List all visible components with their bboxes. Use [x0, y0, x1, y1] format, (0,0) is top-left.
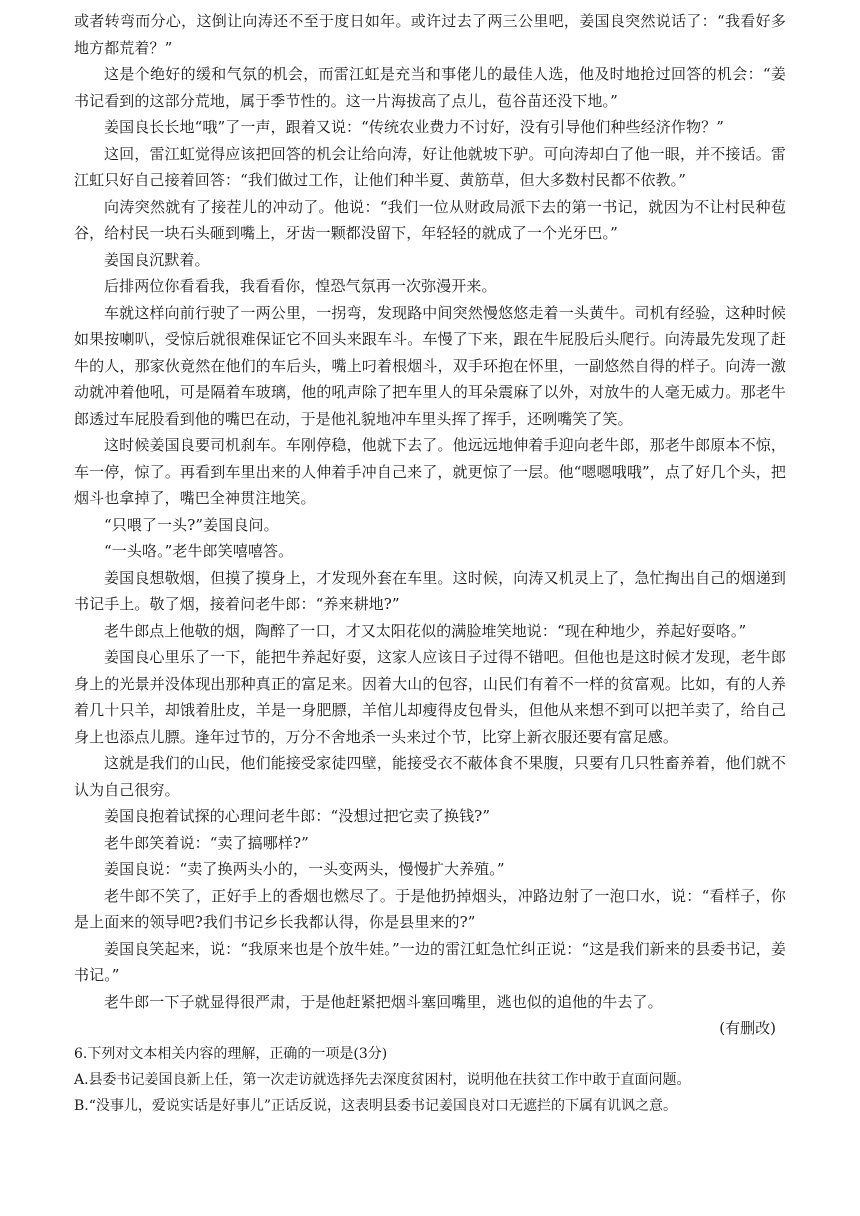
paragraph: 老牛郎一下子就显得很严肃，于是他赶紧把烟斗塞回嘴里，逃也似的追他的牛去了。 — [104, 992, 663, 1011]
paragraph: 姜国良沉默着。 — [104, 250, 210, 269]
paragraph: 这是个绝好的缓和气氛的机会，而雷江虹是充当和事佬儿的最佳人选，他及时地抢过回答的机会：“姜书记看到的这部分荒地，属于季节性的。这一片海拔高了点儿，苞谷苗还没下地。” — [74, 65, 786, 110]
question-option-a: A.县委书记姜国良新上任，第一次走访就选择先去深度贫困村，说明他在扶贫工作中敢于直面问题。 — [74, 1072, 691, 1088]
paragraph: 后排两位你看看我，我看看你，惶恐气氛再一次弥漫开来。 — [104, 277, 497, 295]
paragraph: 这就是我们的山民，他们能接受家徒四壁，能接受衣不蔽体食不果腹，只要有几只牲畜养着，他们就不认为自己很穷。 — [74, 754, 786, 799]
paragraph: 老牛郎不笑了，正好手上的香烟也燃尽了。于是他扔掉烟头，冲路边射了一泡口水，说：“看样子，你是上面来的领导吧?我们书记乡长我都认得，你是县里来的?” — [74, 886, 786, 931]
paragraph: 姜国良抱着试探的心理问老牛郎：“没想过把它卖了换钱?” — [104, 807, 491, 825]
paragraph: 或者转弯而分心，这倒让向涛还不至于度日如年。或许过去了两三公里吧，姜国良突然说话了：“我看好多地方都荒着？” — [74, 12, 786, 57]
paragraph: 老牛郎点上他敬的烟，陶醉了一口，才又太阳花似的满脸堆笑地说：“现在种地少，养起好耍咯。” — [104, 621, 747, 640]
paragraph: 这时候姜国良要司机刹车。车刚停稳，他就下去了。他远远地伸着手迎向老牛郎，那老牛郎原本不惊，车一停，惊了。再看到车里出来的人伸着手冲自己来了，就更惊了一层。他“嗯嗯哦哦”，点了好几个头，把烟斗也拿掉了，嘴巴全神贯注地笑。 — [74, 436, 786, 507]
paragraph: 车就这样向前行驶了一两公里，一拐弯，发现路中间突然慢悠悠走着一头黄牛。司机有经验，这种时候如果按喇叭，受惊后就很难保证它不回头来跟车斗。车慢了下来，跟在牛屁股后头爬行。向涛最先发现了赶牛的人，那家伙竟然在他们的车后头，嘴上叼着根烟斗，双手环抱在怀里，一副悠然自得的样子。向涛一激动就冲着他吼，可是隔着车玻璃，他的吼声除了把车里人的耳朵震麻了以外，对放牛的人毫无威力。那老牛郎透过车屁股看到他的嘴巴在动，于是他礼貌地冲车里头挥了挥手，还咧嘴笑了笑。 — [74, 303, 786, 428]
paragraph: 姜国良心里乐了一下，能把牛养起好耍，这家人应该日子过得不错吧。但他也是这时候才发现，老牛郎身上的光景并没体现出那种真正的富足来。因着大山的包容，山民们有着不一样的贫富观。比如，有的人养着几十只羊，却饿着肚皮，羊是一身肥膘，羊倌儿却瘦得皮包骨头，但他从来想不到可以把羊卖了，给自己身上也添点儿膘。逢年过节的，万分不舍地杀一头来过个节，比穿上新衣服还要有富足感。 — [74, 648, 786, 746]
document-page — [74, 8, 786, 1119]
paragraph: 姜国良想敬烟，但摸了摸身上，才发现外套在车里。这时候，向涛又机灵上了，急忙掏出自己的烟递到书记手上。敬了烟，接着问老牛郎：“养来耕地?” — [74, 568, 786, 613]
paragraph: “一头咯。”老牛郎笑嘻嘻答。 — [104, 542, 294, 560]
paragraph: 姜国良说：“卖了换两头小的，一头变两头，慢慢扩大养殖。” — [104, 860, 505, 878]
source-note: (有删改) — [719, 1019, 776, 1037]
question-option-b: B.“没事儿，爱说实话是好事儿”正话反说，这表明县委书记姜国良对口无遮拦的下属有讥讽之意。 — [74, 1098, 678, 1114]
question-stem: 6.下列对文本相关内容的理解，正确的一项是(3分) — [74, 1046, 388, 1062]
paragraph: 姜国良笑起来，说：“我原来也是个放牛娃。”一边的雷江虹急忙纠正说：“这是我们新来的县委书记，姜书记。” — [74, 939, 786, 984]
paragraph: 向涛突然就有了接茬儿的冲动了。他说：“我们一位从财政局派下去的第一书记，就因为不让村民种苞谷，给村民一块石头砸到嘴上，牙齿一颗都没留下，年轻轻的就成了一个光牙巴。” — [74, 197, 786, 242]
paragraph: “只喂了一头?”姜国良问。 — [104, 515, 279, 534]
paragraph: 这回，雷江虹觉得应该把回答的机会让给向涛，好让他就坡下驴。可向涛却白了他一眼，并不接话。雷江虹只好自己接着回答：“我们做过工作，让他们种半夏、黄筋草，但大多数村民都不依教。” — [74, 144, 786, 189]
paragraph: 老牛郎笑着说：“卖了搞哪样?” — [104, 833, 309, 852]
paragraph: 姜国良长长地“哦”了一声，跟着又说：“传统农业费力不讨好，没有引导他们种些经济作物？” — [104, 118, 724, 136]
